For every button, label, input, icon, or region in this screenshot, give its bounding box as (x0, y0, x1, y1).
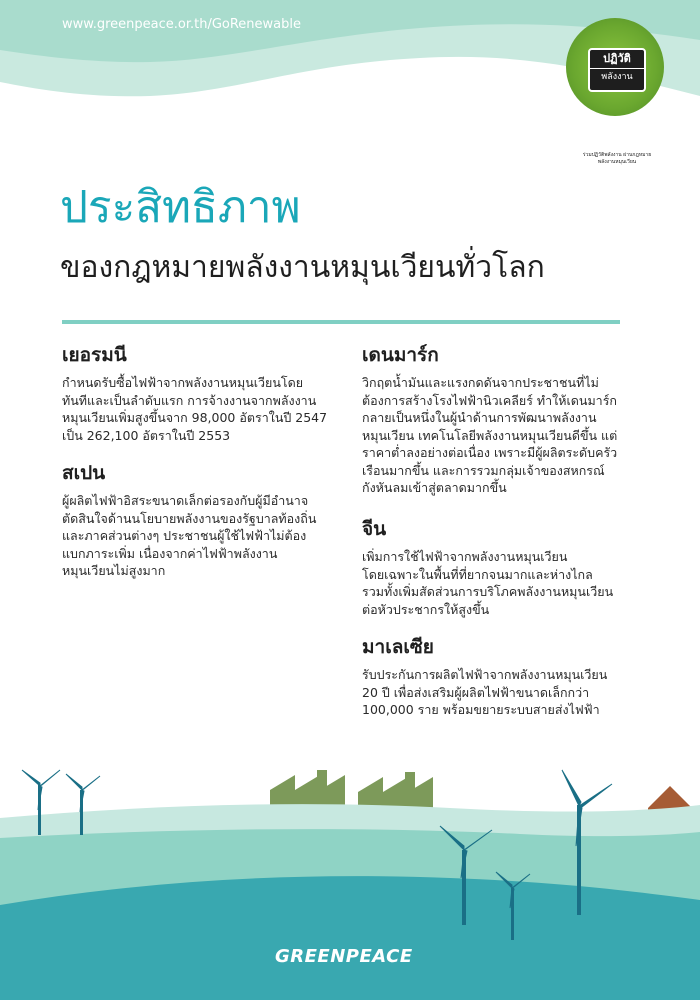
section-heading: สเปน (62, 462, 106, 484)
section-line: หมุนเวียนเพิ่มสูงขึ้นจาก 98,000 อัตราในปี 2547 (62, 410, 328, 425)
section-line: เรือนมากขึ้น และการรวมกลุ่มเจ้าของสหกรณ์ (362, 462, 605, 478)
section-line: กังหันลมเข้าสู่ตลาดมากขึ้น (362, 480, 507, 495)
badge-label (588, 48, 646, 92)
section-line: กลายเป็นหนึ่งในผู้นำด้านการพัฒนาพลังงาน (362, 410, 597, 425)
page-subtitle: ของกฎหมายพลังงานหมุนเวียนทั่วโลก (60, 250, 545, 285)
section-germany (62, 340, 327, 444)
website-url[interactable]: www.greenpeace.or.th/GoRenewable (62, 17, 302, 32)
sea-dark (0, 876, 700, 1000)
section-line: 20 ปี เพื่อส่งเสริมผู้ผลิตไฟฟ้าขนาดเล็กกว่า (362, 684, 590, 700)
section-line: รับประกันการผลิตไฟฟ้าจากพลังงานหมุนเวียน (362, 667, 608, 682)
section-line: ตัดสินใจด้านนโยบายพลังงานของรัฐบาลท้องถิ่น (62, 510, 317, 526)
section-line: แบกภาระเพิ่ม เนื่องจากค่าไฟฟ้าพลังงาน (62, 545, 278, 561)
section-line: ต่อหัวประชากรให้สูงขึ้น (362, 601, 490, 617)
page-title: ประสิทธิภาพ (60, 182, 301, 233)
section-line: ราคาต่ำลงอย่างต่อเนื่อง เพราะมีผู้ผลิตระดับครัว (362, 445, 618, 460)
section-line: เป็น 262,100 อัตราในปี 2553 (62, 427, 231, 443)
section-malaysia (362, 632, 607, 719)
section-line: ทันทีและเป็นลำดับแรก การจ้างงานจากพลังงาน (62, 392, 317, 408)
section-heading: มาเลเซีย (362, 636, 434, 658)
section-heading: เยอรมนี (62, 344, 127, 366)
section-line: ผู้ผลิตไฟฟ้าอิสระขนาดเล็กต่อรองกับผู้มีอำนาจ (62, 493, 309, 508)
greenpeace-logo: GREENPEACE (275, 946, 413, 967)
section-china (362, 514, 613, 618)
section-heading: เดนมาร์ก (362, 344, 439, 366)
section-line: ต้องการสร้างโรงไฟฟ้านิวเคลียร์ ทำให้เดนมาร์ก (362, 392, 617, 408)
campaign-badge-logo (566, 18, 664, 116)
section-line: เพิ่มการใช้ไฟฟ้าจากพลังงานหมุนเวียน (362, 549, 568, 564)
section-line: และภาคส่วนต่างๆ ประชาชนผู้ใช้ไฟฟ้าไม่ต้อง (62, 528, 307, 543)
badge-line-1: ปฏิวัติ (603, 52, 631, 65)
section-line: กำหนดรับซื้อไฟฟ้าจากพลังงานหมุนเวียนโดย (62, 375, 304, 390)
section-spain (62, 458, 316, 580)
section-denmark (362, 340, 617, 497)
badge-caption: ร่วมปฏิวัติพลังงาน ผ่านกฎหมายพลังงานหมุนเวียน (582, 152, 652, 165)
section-line: หมุนเวียน เทคโนโลยีพลังงานหมุนเวียนดีขึ้น แต่ (362, 427, 618, 443)
section-line: วิกฤตน้ำมันและแรงกดดันจากประชาชนที่ไม่ (362, 375, 599, 390)
badge-line-2: พลังงาน (590, 68, 644, 85)
section-heading: จีน (362, 518, 387, 540)
section-line: 100,000 ราย พร้อมขยายระบบสายส่งไฟฟ้า (362, 702, 600, 717)
section-line: หมุนเวียนไม่สูงมาก (62, 563, 166, 578)
divider (62, 320, 620, 324)
section-line: รวมทั้งเพิ่มสัดส่วนการบริโภคพลังงานหมุนเวียน (362, 584, 614, 599)
section-line: โดยเฉพาะในพื้นที่ที่ยากจนมากและห่างไกล (362, 566, 593, 582)
